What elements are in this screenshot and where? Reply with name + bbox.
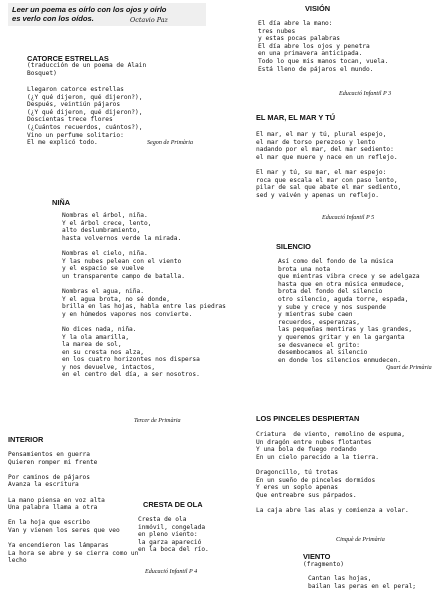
poem-credit-catorce: Segon de Primària: [147, 140, 194, 146]
poem-title-catorce: CATORCE ESTRELLAS: [27, 54, 109, 63]
signature: Octavio Paz: [130, 16, 168, 24]
poem-credit-pinceles: Cinquè de Primària: [336, 537, 385, 543]
poem-text-catorce: Llegaron catorce estrellas (¿Y qué dijeron, qué dijeron?), Después, veintiún pájaros (¿Y qué dijeron, qué dijeron?), Doscientas trece flores (¿Cuántos recuerdos, cuántos?), Vino un perfume solitario: El me explicó todo.: [27, 86, 143, 147]
poem-title-vision: VISIÓN: [305, 4, 331, 13]
poem-title-nina: NIÑA: [52, 198, 71, 207]
poem-text-cresta: Cresta de ola inmóvil, congelada en pleno viento: la garza apareció en la boca del río.: [138, 516, 209, 554]
poem-text-pinceles: Criatura de viento, remolino de espuma, Un dragón entre nubes flotantes Y una bola de fuego rodando En un cielo parecido a la tierra. Dragoncillo, tú trotas En un sueño de pinceles dormidos Y eres un soplo apenas Que entreabre sus párpados. La caja abre las alas y comienza a volar.: [256, 431, 409, 514]
header-quote-box: [8, 3, 206, 26]
poem-text-vision: El día abre la mano: tres nubes y estas pocas palabras El día abre los ojos y penetra en una primavera anticipada. Todo lo que mis manos tocan, vuela. Está lleno de pájaros el mundo.: [258, 20, 389, 73]
poem-text-silencio: Así como del fondo de la música brota una nota que mientras vibra crece y se adelgaza hasta que en otra música enmudece, brota del fondo del silencio otro silencio, aguda torre, espada, y sube y crece y nos suspende y mientras sube caen recuerdos, esperanzas, las pequeñas mentiras y las grandes, y queremos gritar y en la garganta se desvanece el grito: desembocamos al silencio en donde los silencios enmudecen.: [278, 258, 420, 364]
poem-text-mar: El mar, el mar y tú, plural espejo, el mar de torso perezoso y lento nadando por el mar, del mar sediento: el mar que muere y nace en un reflejo. El mar y tú, su mar, el mar espejo: roca que escala el mar con paso lento, pilar de sal que abate el mar sediento, sed y vaivén y apenas un reflejo.: [256, 131, 402, 199]
poem-text-interior: Pensamientos en guerra Quieren romper mi frente Por caminos de pájaros Avanza la escritura La mano piensa en voz alta Una palabra llama a otra En la hoja que escribo Van y vienen los seres que veo Ya encendieron las lámparas La hora se abre y se cierra como un lecho: [8, 451, 139, 565]
poem-credit-vision: Educació Infantil P 3: [339, 91, 392, 97]
header-quote: Leer un poema es oírlo con los ojos y oírlo es verlo con los oídos.: [12, 5, 167, 23]
poem-credit-silencio: Quart de Primària: [386, 365, 432, 371]
poem-title-interior: INTERIOR: [8, 435, 44, 444]
poem-title-pinceles: LOS PINCELES DESPIERTAN: [256, 414, 360, 423]
poem-title-mar: EL MAR, EL MAR Y TÚ: [256, 113, 336, 122]
poem-credit-mar: Educació Infantil P 5: [322, 215, 375, 221]
poem-credit-nina: Tercer de Primària: [134, 418, 181, 424]
poem-text-nina: Nombras el árbol, niña. Y el árbol crece, lento, alto deslumbramiento, hasta volvernos verde la mirada. Nombras el cielo, niña. Y las nubes pelean con el viento y el espacio se vuelve un transparente campo de batalla. Nombras el agua, niña. Y el agua brota, no sé donde, brilla en las hojas, habla entre las piedras y en húmedos vapores nos convierte. No dices nada, niña. Y la ola amarilla, la marea de sol, en su cresta nos alza, en los cuatro horizontes nos dispersa y nos devuelve, intactos, en el centro del día, a ser nosotros.: [62, 212, 226, 379]
poem-text-viento: Cantan las hojas, bailan las peras en el peral;: [308, 575, 417, 590]
poem-subtitle-catorce: (traducción de un poema de Alain Bosquet): [27, 62, 147, 77]
poem-title-silencio: SILENCIO: [276, 242, 311, 251]
poem-credit-cresta: Educació Infantil P 4: [145, 569, 198, 575]
poem-subtitle-viento: (fragmento): [303, 561, 344, 568]
poem-title-viento: VIENTO: [303, 552, 331, 561]
poem-title-cresta: CRESTA DE OLA: [143, 500, 203, 509]
